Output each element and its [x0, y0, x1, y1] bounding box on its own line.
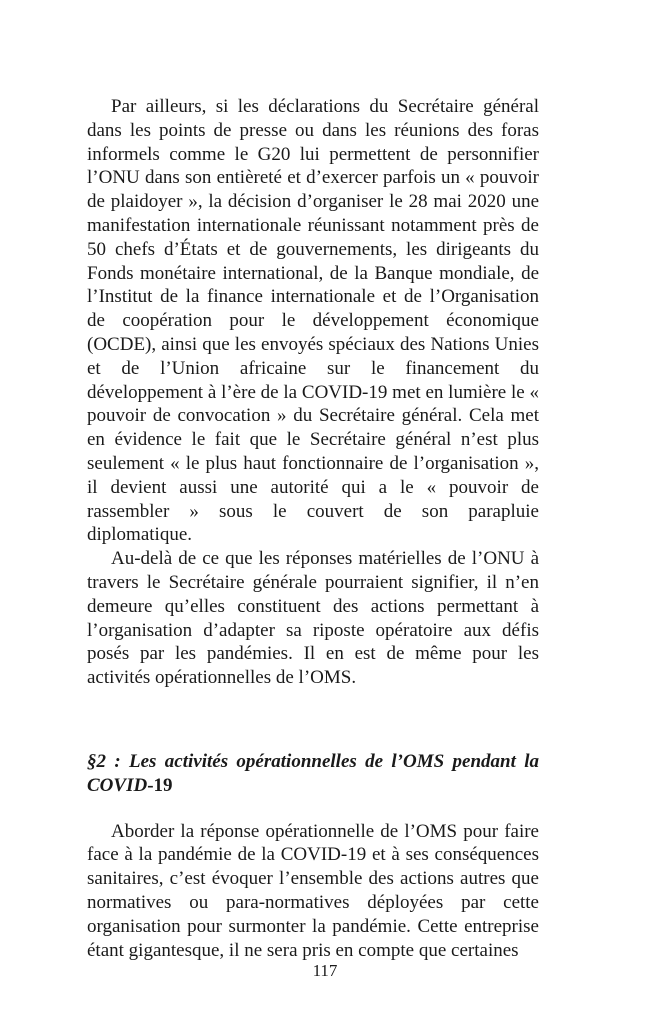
section-spacer-bottom	[87, 798, 539, 820]
page-number: 117	[312, 961, 338, 980]
section-heading-italic: §2 : Les activités opérationnelles de l’OMS pendant la COVID	[87, 750, 539, 796]
page-body	[87, 95, 539, 962]
section-spacer-top	[87, 690, 539, 750]
body-paragraph-2: Au-delà de ce que les réponses matérielles de l’ONU à travers le Secrétaire générale pourraient signifier, il n’en demeure qu’elles constituent des actions permettant à l’organisation d’adapter sa riposte opératoire aux défis posés par les pandémies. Il en est de même pour les activités opérationnelles de l’OMS.	[87, 548, 539, 689]
body-paragraph-3: Aborder la réponse opérationnelle de l’OMS pour faire face à la pandémie de la COVID-19 et à ses conséquences sanitaires, c’est évoquer l’ensemble des actions autres que normatives ou para-normatives déployées par cette organisation pour surmonter la pandémie. Cette entreprise étant gigantesque, il ne sera pris en compte que certaines	[87, 820, 539, 961]
body-paragraph-1: Par ailleurs, si les déclarations du Secrétaire général dans les points de presse ou dans les réunions des foras informels comme le G20 lui permettent de personnifier l’ONU dans son entièreté et d’exercer parfois un « pouvoir de plaidoyer », la décision d’organiser le 28 mai 2020 une manifestation internationale réunissant notamment près de 50 chefs d’États et de gouvernements, les dirigeants du Fonds monétaire international, de la Banque mondiale, de l’Institut de la finance internationale et de l’Organisation de coopération pour le développement économique (OCDE), ainsi que les envoyés spéciaux des Nations Unies et de l’Union africaine sur le financement du développement à l’ère de la COVID-19 met en lumière le « pouvoir de convocation » du Secrétaire général. Cela met en évidence le fait que le Secrétaire général n’est plus seulement « le plus haut fonctionnaire de l’organisation », il devient aussi une autorité qui a le « pouvoir de rassembler » sous le couvert de son parapluie diplomatique.	[87, 96, 539, 546]
section-heading-upright: -19	[147, 774, 173, 796]
section-heading	[87, 750, 539, 798]
